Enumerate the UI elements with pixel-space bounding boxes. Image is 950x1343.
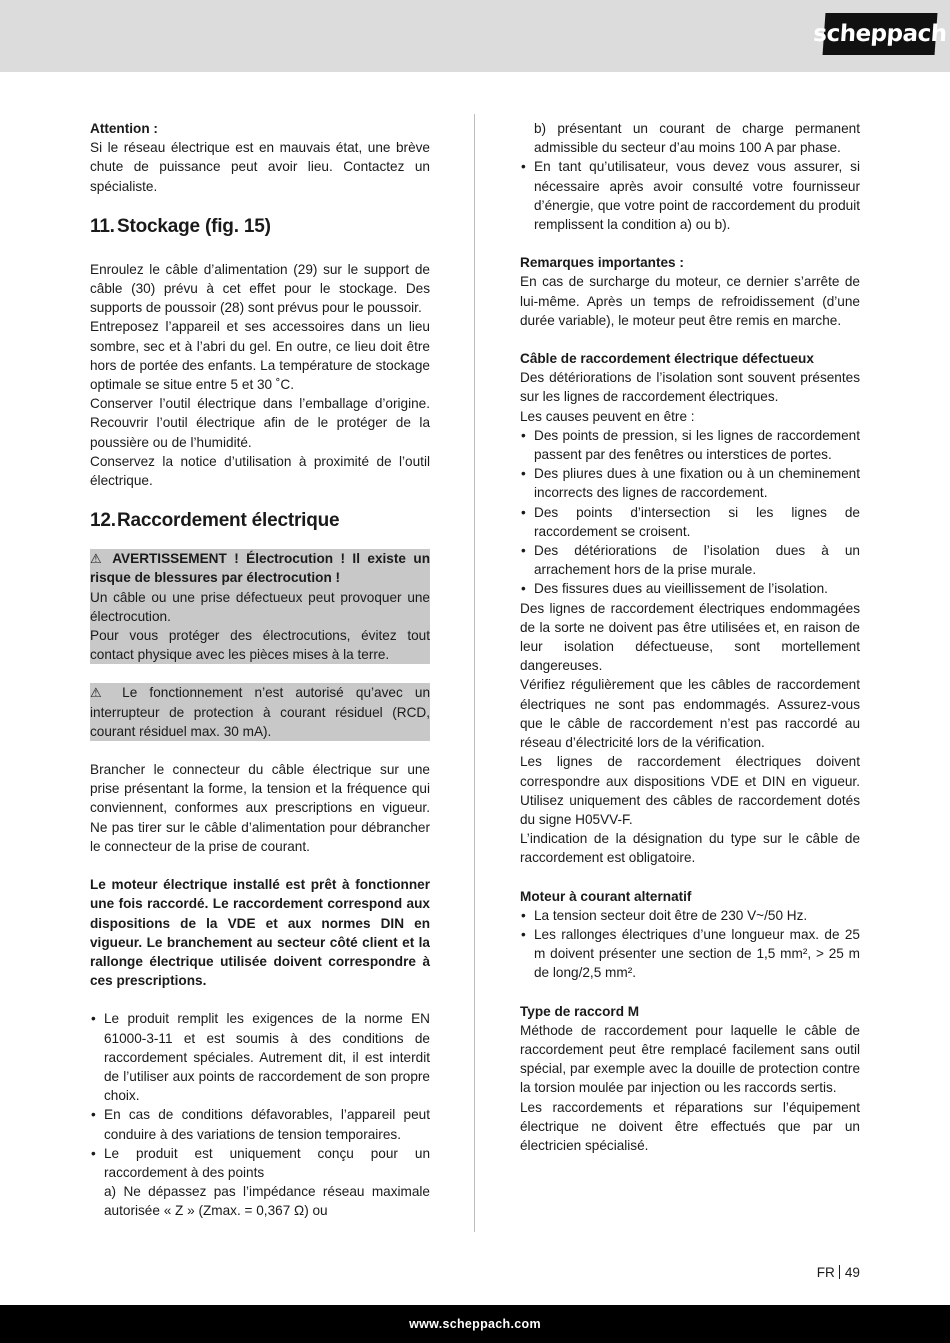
footer-bar [0, 1305, 950, 1343]
type-paragraph-2: Les raccordements et réparations sur l’équipement électrique ne doivent être effectués que par un électricien spécialisé. [520, 1099, 860, 1153]
list-item: • Le produit remplit les exigences de la norme EN 61000-3-11 et est soumis à des conditions de raccordement spéciales. Autrement dit, il est interdit de l’utiliser aux points de raccordement de son propre choix. [90, 1009, 430, 1105]
remarks-title: Remarques importantes : [520, 255, 684, 271]
section-11-title: Stockage (fig. 15) [117, 215, 271, 237]
motor-ready-paragraph: Le moteur électrique installé est prêt à fonctionner une fois raccordé. Le raccordement correspond aux dispositions de la VDE et aux normes DIN en vigueur. Le branchement au secteur côté client et la rallonge électrique utilisée doivent correspondre à ces prescriptions. [90, 877, 430, 989]
connection-paragraph: Brancher le connecteur du câble électrique sur une prise présentant la forme, la tension et la fréquence qui conviennent, conformes aux prescriptions en vigueur. Ne pas tirer sur le câble d’alimentation pour débrancher le connecteur de la prise de courant. [90, 762, 430, 854]
cable-paragraph-5: Les lignes de raccordement électriques doivent correspondre aux dispositions VDE et DIN en vigueur. Utilisez uniquement des câbles de raccordement dotés du signe H05VV-F. [520, 754, 860, 827]
list-item: • La tension secteur doit être de 230 V~/50 Hz. [520, 906, 860, 925]
remarks-text: En cas de surcharge du moteur, ce dernier s’arrête de lui-même. Après un temps de refroidissement (d’une durée variable), le moteur peut être remis en marche. [520, 274, 860, 328]
list-item: • En tant qu’utilisateur, vous devez vous assurer, si nécessaire après avoir consulté votre fournisseur d’énergie, que votre point de raccordement du produit remplissent la condition a) ou b). [520, 157, 860, 234]
warning-1-paragraph-2: Pour vous protéger des électrocutions, évitez tout contact physique avec les pièces mises à la terre. [90, 628, 430, 663]
section-12-number: 12. [90, 510, 116, 532]
cable-paragraph-3: Des lignes de raccordement électriques endommagées de la sorte ne doivent pas être utilisées et, en raison de leur isolation défectueuse, sont mortellement dangereuses. [520, 600, 860, 674]
website-link[interactable]: www.scheppach.com [409, 1317, 541, 1331]
cable-causes-list [520, 426, 860, 599]
left-column [90, 119, 430, 1221]
warning-triangle-icon: ⚠ [90, 551, 106, 567]
list-item: • Les rallonges électriques d’une longueur max. de 25 m doivent présenter une section de 1,5 mm², > 25 m de long/2,5 mm². [520, 925, 860, 983]
section-12-title: Raccordement électrique [117, 510, 340, 532]
page-separator [839, 1265, 840, 1279]
cable-paragraph-4: Vérifiez régulièrement que les câbles de raccordement électriques ne sont pas endommagés. Assurez-vous que le câble de raccordement n’est pas raccordé au réseau d’électricité lors de la vérification. [520, 677, 860, 751]
motor-title: Moteur à courant alternatif [520, 888, 692, 904]
warning-2-text: ⚠ Le fonctionnement n’est autorisé qu’avec un interrupteur de protection à courant résiduel (RCD, courant résiduel max. 30 mA). [90, 685, 430, 739]
warning-box-electrocution [90, 549, 430, 664]
warning-box-rcd [90, 683, 430, 741]
storage-paragraph-3: Conserver l’outil électrique dans l’emballage d’origine. Recouvrir l’outil électrique afin de le protéger de la poussière ou de l’humidité. [90, 396, 430, 450]
motor-list [520, 906, 860, 983]
right-column [520, 119, 860, 1155]
list-item: • Des points de pression, si les lignes de raccordement passent par des fenêtres ou interstices de portes. [520, 426, 860, 464]
section-12-heading [90, 509, 430, 533]
storage-paragraph-1: Enroulez le câble d’alimentation (29) sur le support de câble (30) prévu à cet effet pour le stockage. Des supports de poussoir (28) sont prévus pour le poussoir. [90, 261, 430, 316]
warning-1-paragraph-1: Un câble ou une prise défectueux peut provoquer une électrocution. [90, 589, 430, 624]
cable-paragraph-2: Les causes peuvent en être : [520, 408, 695, 424]
scheppach-logo: scheppach [823, 13, 938, 55]
storage-paragraph-2: Entreposez l’appareil et ses accessoires dans un lieu sombre, sec et à l’abri du gel. En outre, ce lieu doit être hors de portée des enfants. La température de stockage optimale se situe entre 5 et 30 ˚C. [90, 319, 430, 393]
list-item: • Le produit est uniquement conçu pour un raccordement à des points [90, 1144, 430, 1182]
header-bar [0, 0, 950, 72]
attention-text: Si le réseau électrique est en mauvais état, une brève chute de puissance peut avoir lieu. Contactez un spécialiste. [90, 140, 430, 194]
section-11-heading [90, 215, 430, 239]
page-number [817, 1265, 860, 1280]
list-item-continuation: a) Ne dépassez pas l’impédance réseau maximale autorisée « Z » (Zmax. = 0,367 Ω) ou [104, 1184, 430, 1219]
type-paragraph-1: Méthode de raccordement pour laquelle le câble de raccordement peut être remplacé facilement sans outil spécial, par exemple avec la douille de protection contre la torsion moulée par injection ou les raccords sertis. [520, 1022, 860, 1096]
list-item: • En cas de conditions défavorables, l’appareil peut conduire à des variations de tension temporaires. [90, 1105, 430, 1143]
list-item: • Des points d’intersection si les lignes de raccordement se croisent. [520, 503, 860, 541]
storage-paragraph-4: Conservez la notice d’utilisation à proximité de l’outil électrique. [90, 453, 430, 489]
requirements-list [90, 1009, 430, 1220]
cable-paragraph-6: L’indication de la désignation du type sur le câble de raccordement est obligatoire. [520, 831, 860, 866]
warning-1-title: ⚠ AVERTISSEMENT ! Électrocution ! Il existe un risque de blessures par électrocution ! [90, 551, 430, 586]
list-item: • Des fissures dues au vieillissement de l’isolation. [520, 579, 860, 598]
section-11-number: 11. [90, 215, 115, 237]
column-divider [474, 114, 475, 1232]
requirements-list-continued [520, 119, 860, 234]
type-title: Type de raccord M [520, 1003, 640, 1019]
cable-title: Câble de raccordement électrique défectueux [520, 351, 814, 367]
list-item: • Des détériorations de l’isolation dues à un arrachement hors de la prise murale. [520, 541, 860, 579]
list-item: • Des pliures dues à une fixation ou à un cheminement incorrects des lignes de raccordement. [520, 464, 860, 502]
language-code: FR [816, 1265, 835, 1280]
page-number-value: 49 [844, 1265, 860, 1280]
attention-title: Attention : [90, 121, 158, 136]
list-item-continuation: b) présentant un courant de charge permanent admissible du secteur d’au moins 100 A par phase. [534, 121, 860, 156]
warning-triangle-icon: ⚠ [90, 685, 111, 701]
cable-paragraph-1: Des détériorations de l’isolation sont souvent présentes sur les lignes de raccordement électriques. [520, 370, 860, 405]
